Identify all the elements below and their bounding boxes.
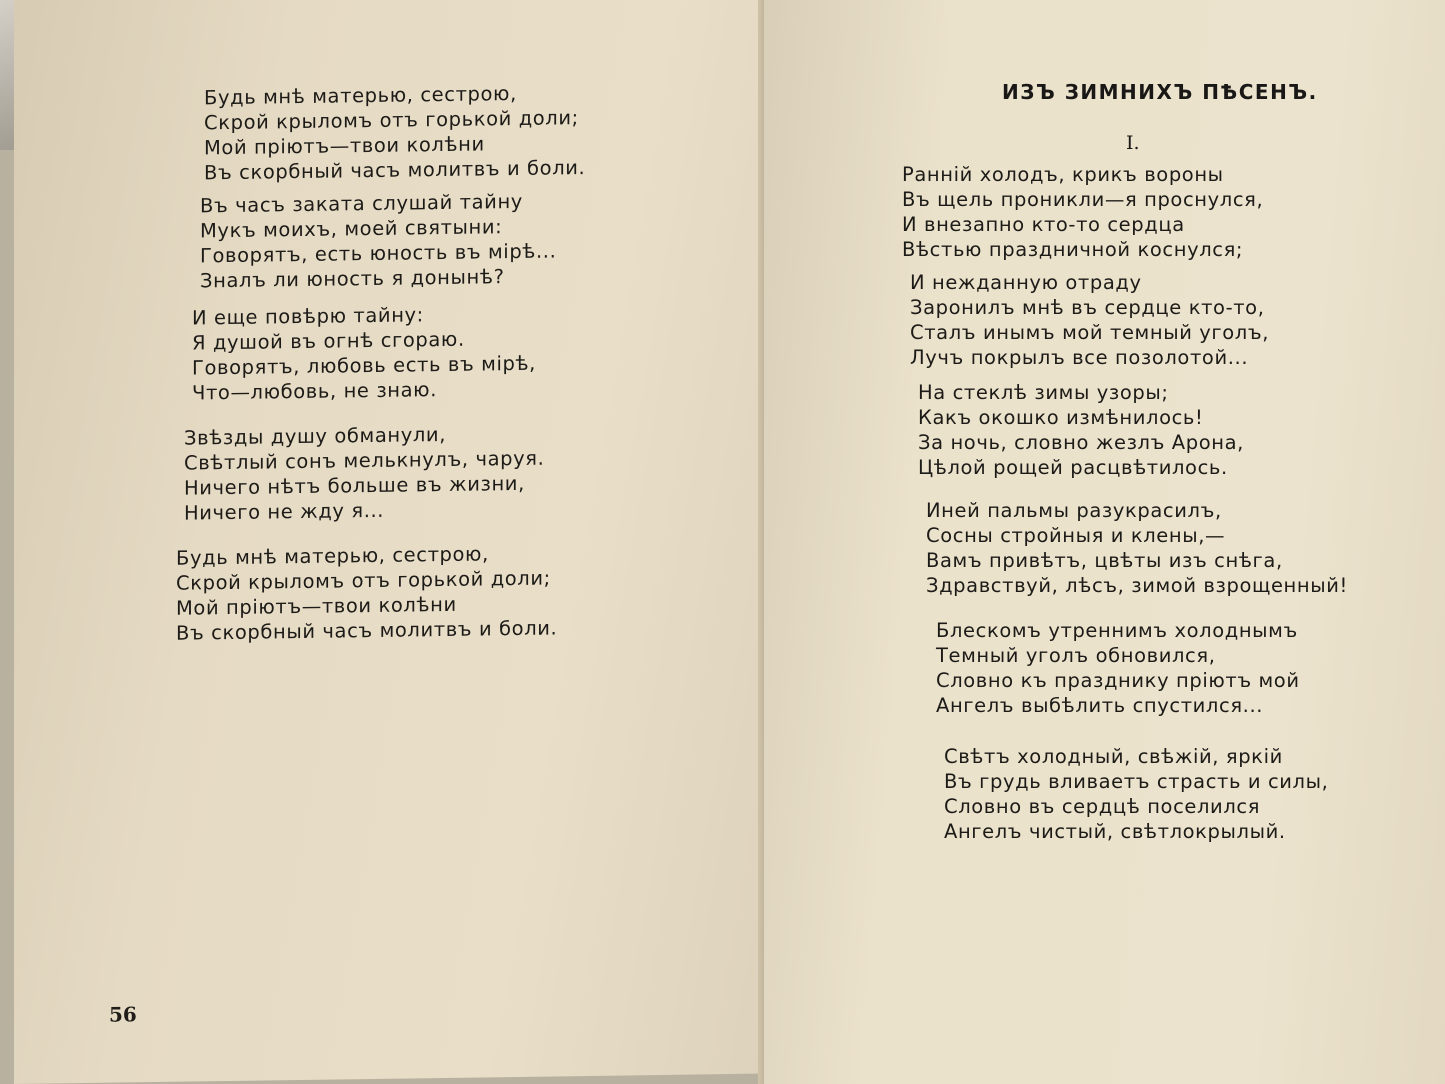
section-numeral: I. xyxy=(1126,132,1140,154)
verse-line: Въ грудь вливаетъ страсть и силы, xyxy=(944,770,1329,793)
verse-line: Скрой крыломъ отъ горькой доли; xyxy=(176,566,551,595)
page-number: 56 xyxy=(109,1002,137,1027)
verse-line: Говорятъ, любовь есть въ мiрѣ, xyxy=(192,351,536,380)
verse-line: Мой прiютъ—твои колѣни xyxy=(176,592,457,620)
verse-line: Словно въ сердцѣ поселился xyxy=(944,795,1261,818)
stanza-right-3 xyxy=(918,380,1244,480)
verse-line: Свѣтлый сонъ мелькнулъ, чаруя. xyxy=(184,446,545,475)
verse-line: Свѣтъ холодный, свѣжій, яркій xyxy=(944,745,1283,768)
verse-line: Зналъ ли юность я донынѣ? xyxy=(200,265,505,293)
verse-line: Ничего нѣтъ больше въ жизни, xyxy=(184,471,525,500)
verse-line: Цѣлой рощей расцвѣтилось. xyxy=(918,456,1228,479)
verse-line: Мукъ моихъ, моей святыни: xyxy=(200,215,503,243)
stanza-right-1 xyxy=(902,162,1263,262)
verse-line: Я душой въ огнѣ сгораю. xyxy=(192,327,465,355)
stanza-left-4 xyxy=(184,421,544,526)
poem-title: ИЗЪ ЗИМНИХЪ ПѢСЕНЪ. xyxy=(1002,80,1318,104)
verse-line: Блескомъ утреннимъ холоднымъ xyxy=(936,619,1298,642)
verse-line: Говорятъ, есть юность въ мiрѣ... xyxy=(200,239,557,268)
stanza-right-4 xyxy=(926,498,1348,598)
verse-line: Звѣзды душу обманули, xyxy=(184,422,446,450)
verse-line: Мой прiютъ—твои колѣни xyxy=(204,132,485,160)
stanza-right-6 xyxy=(944,744,1328,844)
verse-line: И еще повѣрю тайну: xyxy=(192,303,424,330)
verse-line: Вѣстью праздничной коснулся; xyxy=(902,238,1244,261)
verse-line: Въ скорбный часъ молитвъ и боли. xyxy=(204,156,586,185)
verse-line: Какъ окошко измѣнилось! xyxy=(918,406,1204,429)
verse-line: Заронилъ мнѣ въ сердце кто-то, xyxy=(910,296,1265,319)
verse-line: И внезапно кто-то сердца xyxy=(902,213,1185,236)
verse-line: Скрой крыломъ отъ горькой доли; xyxy=(204,106,579,135)
stanza-right-2 xyxy=(910,270,1269,370)
verse-line: Сталъ инымъ мой темный уголъ, xyxy=(910,321,1270,344)
right-page xyxy=(764,0,1445,1084)
verse-line: Ранній холодъ, крикъ вороны xyxy=(902,163,1224,186)
verse-line: Ничего не жду я... xyxy=(184,498,385,525)
stanza-left-5 xyxy=(176,540,557,645)
stanza-left-3 xyxy=(192,301,536,406)
verse-line: Вамъ привѣтъ, цвѣты изъ снѣга, xyxy=(926,549,1283,572)
verse-line: Что—любовь, не знаю. xyxy=(192,378,438,405)
left-page xyxy=(14,0,766,1084)
stanza-left-2 xyxy=(200,188,556,293)
verse-line: Темный уголъ обновился, xyxy=(936,644,1216,667)
stanza-right-5 xyxy=(936,618,1300,718)
verse-line: И нежданную отраду xyxy=(910,271,1142,294)
verse-line: Въ скорбный часъ молитвъ и боли. xyxy=(176,616,558,645)
stanza-left-1 xyxy=(204,80,585,185)
verse-line: Въ щель проникли—я проснулся, xyxy=(902,188,1264,211)
verse-line: Будь мнѣ матерью, сестрою, xyxy=(204,81,517,110)
verse-line: Ангелъ чистый, свѣтлокрылый. xyxy=(944,820,1286,843)
verse-line: За ночь, словно жезлъ Арона, xyxy=(918,431,1244,454)
verse-line: Въ часъ заката слушай тайну xyxy=(200,189,523,218)
verse-line: Ангелъ выбѣлить спустился... xyxy=(936,694,1264,717)
verse-line: Лучъ покрылъ все позолотой... xyxy=(910,346,1249,369)
verse-line: Сосны стройныя и клены,— xyxy=(926,524,1226,547)
verse-line: Здравствуй, лѣсъ, зимой взрощенный! xyxy=(926,574,1348,597)
verse-line: Будь мнѣ матерью, сестрою, xyxy=(176,542,489,570)
verse-line: Иней пальмы разукрасилъ, xyxy=(926,499,1222,522)
verse-line: На стеклѣ зимы узоры; xyxy=(918,381,1169,404)
verse-line: Словно къ празднику прiютъ мой xyxy=(936,669,1300,692)
